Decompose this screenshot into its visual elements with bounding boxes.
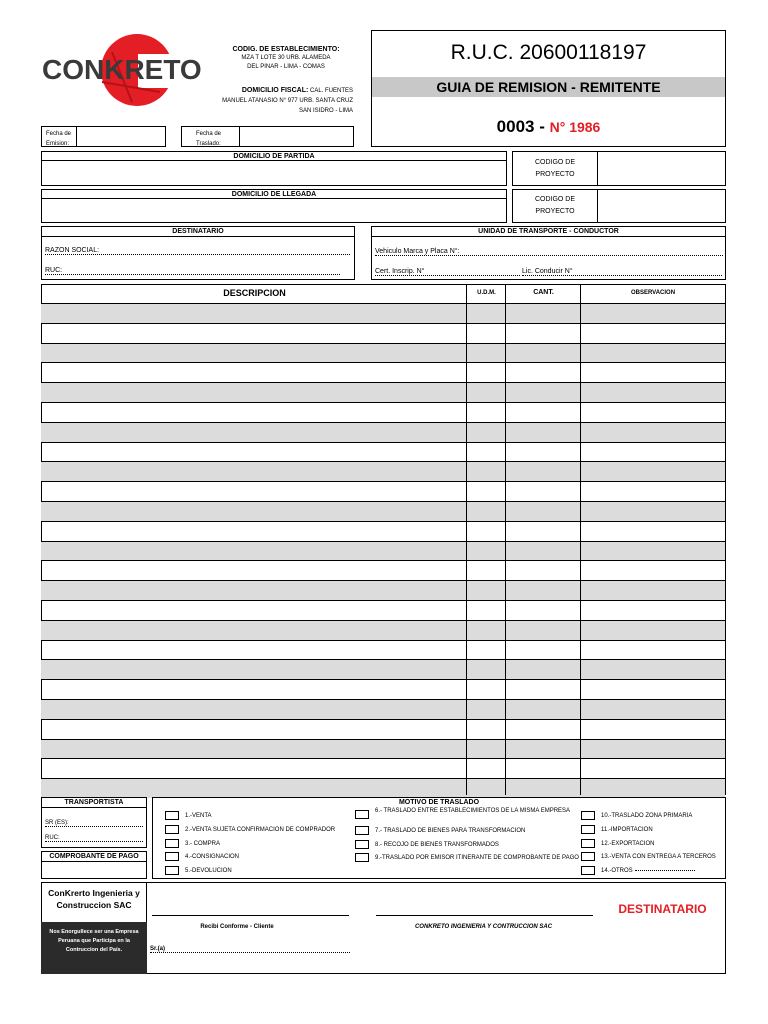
transfer-reason-option[interactable] [581,839,654,848]
transfer-reason-option[interactable] [581,811,692,820]
table-row[interactable] [41,461,725,481]
table-row[interactable] [41,501,725,521]
establishment-info [216,45,356,72]
fiscal-line: MANUEL ATANASIO N° 977 URB. SANTA CRUZ [222,98,353,104]
transfer-reason-title: MOTIVO DE TRASLADO [398,799,480,806]
establishment-title: CODIG. DE ESTABLECIMIENTO: [232,46,340,53]
series-number: 0003 - [496,117,545,136]
transfer-reason-option[interactable] [165,825,335,834]
table-row[interactable] [41,778,725,798]
emission-date-label: Fecha de Emision: [46,131,72,147]
company-slogan: Nos Enorgullece ser una Empresa Peruana que Participa en la Contruccion del País. [41,922,147,974]
table-row[interactable] [41,362,725,382]
destination-address-field[interactable] [41,189,507,223]
other-reason-field[interactable] [635,870,695,871]
transfer-reason-option[interactable] [581,866,695,875]
transfer-reason-label: 13.-VENTA CON ENTREGA A TERCEROS [601,853,716,860]
table-row[interactable] [41,303,725,323]
checkbox-icon[interactable] [581,811,595,820]
transfer-reason-label: 4.-CONSIGNACION [185,853,240,860]
items-table-header [42,285,725,303]
registration-field[interactable]: Cert. Inscrip. N° [375,268,520,276]
transfer-reason-option[interactable] [581,825,653,834]
recipient-box [41,226,355,280]
establishment-line: DEL PINAR - LIMA - COMAS [247,64,325,70]
table-row[interactable] [41,343,725,363]
transfer-reason-label: 10.-TRASLADO ZONA PRIMARIA [601,812,693,819]
transport-unit-box [371,226,726,280]
document-type: GUIA DE REMISION - REMITENTE [372,77,725,97]
transfer-reason-option[interactable] [355,840,499,849]
table-row[interactable] [41,442,725,462]
checkbox-icon[interactable] [165,839,179,848]
vehicle-field[interactable]: Vehiculo Marca y Placa N°: [375,248,723,256]
checkbox-icon[interactable] [355,810,369,819]
transfer-reason-label: 3.- COMPRA [185,840,221,847]
document-number [372,117,725,137]
transfer-reason-option[interactable] [355,853,579,862]
transfer-reason-option[interactable] [165,811,212,820]
table-row[interactable] [41,541,725,561]
company-signature-label: CONKRETO INGENIERIA Y CONTRUCCION SAC [414,924,553,930]
transfer-reason-label: 6.- TRASLADO ENTRE ESTABLECIMIENTOS DE LA MISMA EMPRESA [375,807,571,814]
carrier-ruc-field[interactable]: RUC: [45,835,143,842]
table-row[interactable] [41,521,725,541]
transfer-reason-label: 8.- RECOJO DE BIENES TRANSFORMADOS [375,841,499,848]
table-row[interactable] [41,560,725,580]
fiscal-line: CAL. FUENTES [309,88,353,94]
client-signature-line[interactable] [152,915,349,916]
table-row[interactable] [41,382,725,402]
table-row[interactable] [41,620,725,640]
payment-voucher-title: COMPROBANTE DE PAGO [42,852,146,862]
transfer-date-field[interactable] [181,126,354,147]
transfer-reason-label: 12.-EXPORTACION [601,840,655,847]
project-code-label: CODIGO DE PROYECTO [534,159,576,178]
logo-text: CONKRETO [42,54,202,85]
checkbox-icon[interactable] [581,866,595,875]
received-label: Recibi Conforme - Cliente [200,924,274,930]
payment-voucher-box [41,851,147,879]
transfer-reason-label: 7.- TRASLADO DE BIENES PARA TRANSFORMACION [375,827,526,834]
fiscal-line: SAN ISIDRO - LIMA [298,108,353,114]
transfer-reason-label: 9.-TRASLADO POR EMISOR ITINERANTE DE COMPROBANTE DE PAGO [375,854,579,861]
checkbox-icon[interactable] [165,866,179,875]
checkbox-icon[interactable] [581,825,595,834]
column-header-unit: U.D.M. [477,290,496,296]
transfer-reason-label: 5.-DEVOLUCION [185,867,232,874]
transfer-reason-label: 1.-VENTA [185,812,212,819]
table-row[interactable] [41,679,725,699]
table-row[interactable] [41,719,725,739]
table-row[interactable] [41,580,725,600]
fiscal-address [210,86,353,116]
client-name-field[interactable]: Sr.(a) [150,946,350,953]
transfer-reason-option[interactable] [355,826,525,835]
establishment-line: MZA T LOTE 30 URB. ALAMEDA [241,55,331,61]
table-row[interactable] [41,659,725,679]
transfer-reason-option[interactable] [165,839,220,848]
company-signature-line[interactable] [376,915,593,916]
column-header-description: DESCRIPCION [223,288,286,298]
table-row[interactable] [41,481,725,501]
project-code-label: CODIGO DE PROYECTO [534,196,576,215]
table-row[interactable] [41,758,725,778]
carrier-box [41,797,147,848]
ruc-number: R.U.C. 20600118197 [450,41,647,64]
company-name: ConKrerto Ingenieria y Construccion SAC [48,888,140,910]
table-row[interactable] [41,600,725,620]
origin-address-field[interactable] [41,151,507,186]
recipient-title: DESTINATARIO [42,227,354,237]
checkbox-icon[interactable] [165,825,179,834]
license-field[interactable]: Lic. Conducir N° [522,268,722,276]
carrier-title: TRANSPORTISTA [42,798,146,808]
column-header-quantity: CANT. [533,289,554,296]
table-row[interactable] [41,739,725,759]
copy-recipient-label: DESTINATARIO [618,902,707,916]
transfer-date-label: Fecha de Traslado: [196,131,222,147]
destination-project-code[interactable] [512,189,726,223]
checkbox-icon[interactable] [355,853,369,862]
company-logo [42,32,232,110]
table-row[interactable] [41,699,725,719]
carrier-name-field[interactable]: SR (ES): [45,820,143,827]
column-header-observation: OBSERVACION [630,290,676,296]
origin-address-title: DOMICILIO DE PARTIDA [42,152,506,161]
checkbox-icon[interactable] [165,811,179,820]
destination-address-title: DOMICILIO DE LLEGADA [42,190,506,199]
table-row[interactable] [41,640,725,660]
transport-unit-title: UNIDAD DE TRANSPORTE - CONDUCTOR [372,227,725,237]
transfer-reason-option[interactable] [581,852,716,861]
transfer-reason-label: 11.-IMPORTACION [601,826,653,833]
recipient-ruc-field[interactable]: RUC: [45,267,340,275]
checkbox-icon[interactable] [355,840,369,849]
correlative-number: N° 1986 [549,119,601,135]
checkbox-icon[interactable] [581,852,595,861]
table-row[interactable] [41,402,725,422]
recipient-name-field[interactable]: RAZON SOCIAL: [45,247,350,255]
table-row[interactable] [41,422,725,442]
origin-project-code[interactable] [512,151,726,186]
checkbox-icon[interactable] [581,839,595,848]
transfer-reason-option[interactable] [165,866,232,875]
transfer-reason-option[interactable] [355,807,571,819]
ruc-box [371,30,726,147]
fiscal-label: DOMICILIO FISCAL: [241,87,309,94]
emission-date-field[interactable] [41,126,166,147]
checkbox-icon[interactable] [355,826,369,835]
table-row[interactable] [41,323,725,343]
checkbox-icon[interactable] [165,852,179,861]
transfer-reason-label: 14.-OTROS [601,867,633,874]
transfer-reason-label: 2.-VENTA SUJETA CONFIRMACION DE COMPRADOR [185,826,336,833]
transfer-reason-option[interactable] [165,852,239,861]
